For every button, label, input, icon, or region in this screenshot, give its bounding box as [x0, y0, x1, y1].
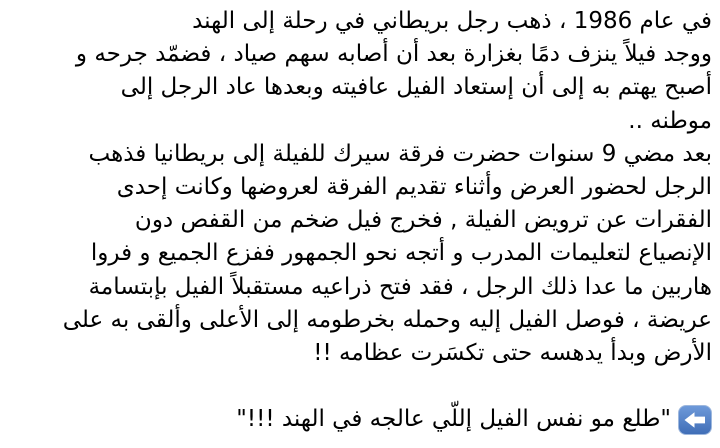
story-line: بعد مضي 9 سنوات حضرت فرقة سيرك للفيلة إلى بريطانيا فذهب	[88, 140, 712, 167]
story-line: ووجد فيلاً ينزف دمًا بغزارة بعد أن أصابه سهم صياد ، فضمّد جرحه و	[75, 41, 712, 68]
story-line: هاربين ما عدا ذلك الرجل ، فقد فتح ذراعيه مستقبلاً الفيل بإبتسامة	[88, 273, 712, 300]
story-line: الفقرات عن ترويض الفيلة , فخرج فيل ضخم من القفص دون	[134, 207, 712, 234]
story-line: الإنصياع لتعليمات المدرب و أتجه نحو الجمهور ففزع الجميع و فروا	[90, 240, 712, 267]
story-line: في عام 1986 ، ذهب رجل بريطاني في رحلة إلى الهند	[192, 8, 712, 34]
story-line: الأرض وبدأ يدهسه حتى تكسَرت عظامه !!	[313, 339, 712, 366]
punchline-row	[8, 403, 712, 436]
story-line: موطنه ..	[628, 107, 712, 134]
blank-separator-line	[8, 370, 712, 403]
story-line: أصبح يهتم به إلى أن إستعاد الفيل عافيته وبعدها عاد الرجل إلى	[120, 74, 712, 101]
story-line: عريضة ، فوصل الفيل إليه وحمله بخرطومه إلى الأعلى وألقى به على	[62, 306, 712, 333]
story-line: الرجل لحضور العرض وأثناء تقديم الفرقة لعروضها وكانت إحدى	[116, 173, 712, 200]
left-arrow-icon	[678, 405, 712, 435]
punchline-text: "طلع مو نفس الفيل إللّي عالجه في الهند !!!"	[236, 406, 671, 433]
